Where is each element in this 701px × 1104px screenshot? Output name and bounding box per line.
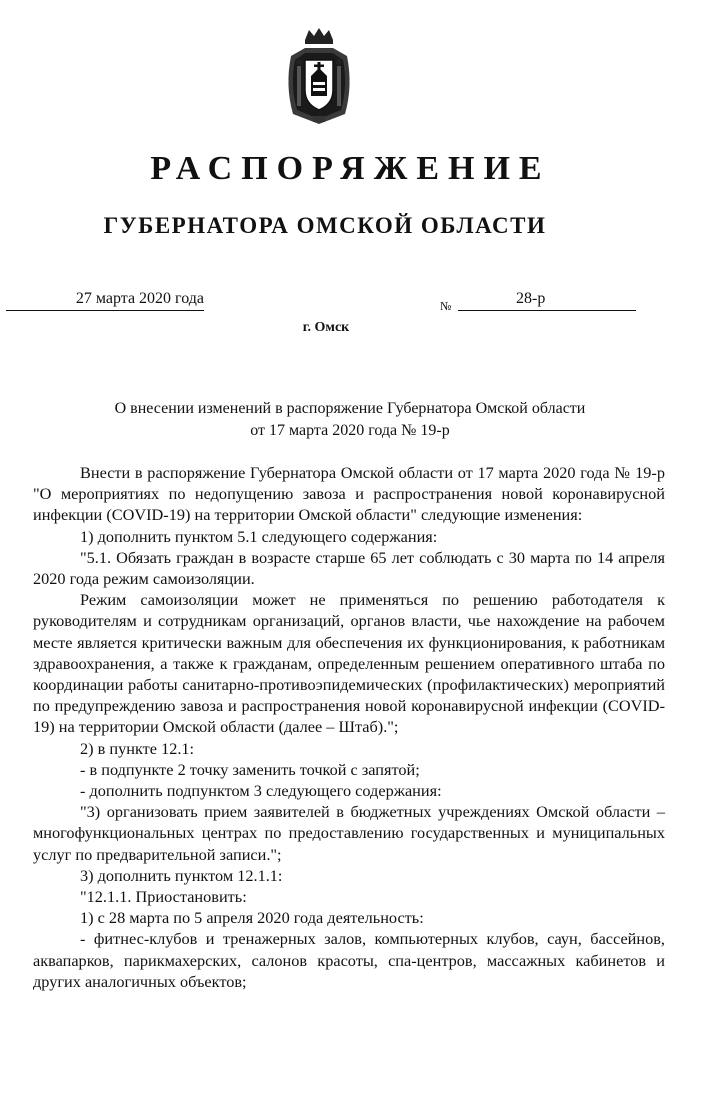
- body-paragraph: 3) дополнить пунктом 12.1.1:: [80, 865, 283, 885]
- document-title: РАСПОРЯЖЕНИЕ: [150, 150, 551, 187]
- document-date: 27 марта 2020 года: [6, 290, 204, 311]
- body-paragraph: "3) организовать прием заявителей в бюджетных учреждениях Омской области – многофункциональных центрах по предоставлению государственных и муниципальных услуг по предварительной записи.";: [33, 802, 665, 864]
- body-paragraph: - дополнить подпунктом 3 следующего содержания:: [80, 781, 442, 801]
- body-paragraph: "5.1. Обязать граждан в возрасте старше 65 лет соблюдать с 30 марта по 14 апреля 2020 года режим самоизоляции.: [33, 547, 665, 589]
- body-paragraph: 2) в пункте 12.1:: [80, 738, 195, 758]
- body-paragraph: "12.1.1. Приостановить:: [80, 887, 247, 907]
- subject-line-1: О внесении изменений в распоряжение Губернатора Омской области: [114, 400, 586, 417]
- body-paragraph: - в подпункте 2 точку заменить точкой с запятой;: [80, 759, 420, 779]
- body-paragraph: - фитнес-клубов и тренажерных залов, компьютерных клубов, саун, бассейнов, аквапарков, парикмахерских, салонов красоты, спа-центров, массажных кабинетов и других аналогичных объектов;: [33, 929, 665, 991]
- document-subject: [60, 398, 640, 442]
- coat-of-arms-icon: [283, 26, 355, 126]
- body-paragraph: Режим самоизоляции может не применяться по решению работодателя к руководителям и сотрудникам организаций, органов власти, чье нахождение на рабочем месте является критически важным для обеспечения их функционирования, к работникам здравоохранения, а также к гражданам, определенным решением оперативного штаба по координации работы санитарно-противоэпидемических (профилактических) мероприятий по предупреждению завоза и распространения новой коронавирусной инфекции (COVID-19) на территории Омской области (далее – Штаб).";: [33, 590, 665, 737]
- body-paragraph: 1) с 28 марта по 5 апреля 2020 года деятельность:: [80, 908, 424, 928]
- subject-line-2: от 17 марта 2020 года № 19-р: [250, 422, 450, 439]
- document-body: [33, 462, 665, 992]
- body-paragraph: 1) дополнить пунктом 5.1 следующего содержания:: [80, 526, 438, 546]
- document-number-line: [458, 290, 636, 311]
- document-number: 28-р: [516, 290, 546, 307]
- number-label: №: [440, 299, 452, 313]
- body-paragraph: Внести в распоряжение Губернатора Омской области от 17 марта 2020 года № 19-р "О мероприятиях по недопущению завоза и распространения новой коронавирусной инфекции (COVID-19) на территории Омской области" следующие изменения:: [33, 463, 665, 525]
- document-subtitle: ГУБЕРНАТОРА ОМСКОЙ ОБЛАСТИ: [103, 213, 547, 238]
- document-city: г. Омск: [302, 320, 350, 335]
